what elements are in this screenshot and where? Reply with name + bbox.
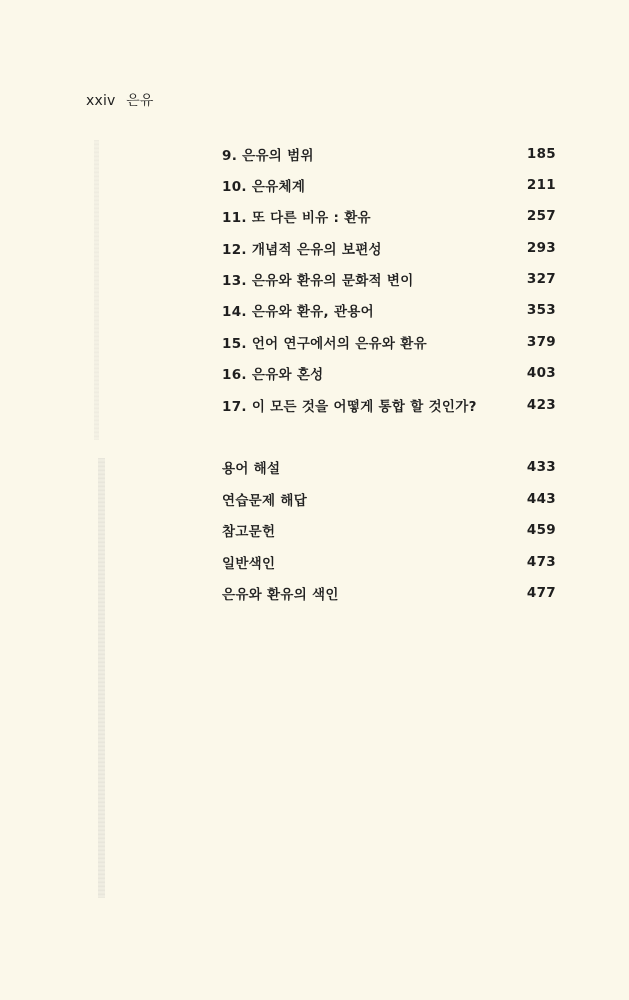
toc-entry	[222, 300, 556, 320]
toc-entry-page: 443	[526, 491, 556, 507]
toc-entry-page: 477	[526, 585, 556, 601]
running-head	[86, 90, 154, 110]
toc-entry-page: 433	[526, 459, 556, 475]
toc-entry-page: 473	[526, 554, 556, 570]
toc-entry	[222, 144, 556, 164]
toc-entry-title: 참고문헌	[222, 524, 276, 540]
toc-entry-title: 은유와 환유의 색인	[222, 587, 339, 603]
toc-entry-title: 12. 개념적 은유의 보편성	[222, 242, 382, 258]
toc-entry	[222, 457, 556, 477]
toc-entry-title: 용어 해설	[222, 461, 281, 477]
toc-entry-page: 353	[526, 302, 556, 318]
toc-entry-title: 9. 은유의 범위	[222, 148, 314, 164]
page-number: xxiv	[86, 93, 116, 109]
toc-entry-title: 연습문제 해답	[222, 493, 308, 509]
toc-entry	[222, 269, 556, 289]
toc-entry-title: 14. 은유와 환유, 관용어	[222, 304, 374, 320]
toc-entry	[222, 489, 556, 509]
toc-entry	[222, 175, 556, 195]
toc-entry-page: 257	[526, 208, 556, 224]
toc-entry-page: 293	[526, 240, 556, 256]
toc-entry-title: 11. 또 다른 비유 : 환유	[222, 210, 371, 226]
toc-entry	[222, 206, 556, 226]
toc-entry-title: 13. 은유와 환유의 문화적 변이	[222, 273, 414, 289]
scan-shadow-strip	[98, 458, 105, 898]
toc-entry-title: 16. 은유와 혼성	[222, 367, 324, 383]
toc-entry-page: 423	[526, 397, 556, 413]
toc-entry-page: 327	[526, 271, 556, 287]
toc-entry	[222, 332, 556, 352]
toc-entry-page: 211	[526, 177, 556, 193]
toc-entry-page: 459	[526, 522, 556, 538]
book-title: 은유	[126, 93, 154, 109]
scan-shadow-strip	[94, 140, 99, 440]
toc-entry-title: 일반색인	[222, 556, 276, 572]
toc-entry	[222, 583, 556, 603]
toc-entry-title: 17. 이 모든 것을 어떻게 통합 할 것인가?	[222, 399, 477, 415]
toc-entry	[222, 395, 556, 415]
toc-entry-title: 15. 언어 연구에서의 은유와 환유	[222, 336, 427, 352]
toc-entry-page: 379	[526, 334, 556, 350]
toc-entry-title: 10. 은유체계	[222, 179, 306, 195]
toc-entry	[222, 552, 556, 572]
toc-entry	[222, 238, 556, 258]
toc-entry	[222, 363, 556, 383]
toc-entry	[222, 520, 556, 540]
toc-entry-page: 403	[526, 365, 556, 381]
toc-entry-page: 185	[526, 146, 556, 162]
